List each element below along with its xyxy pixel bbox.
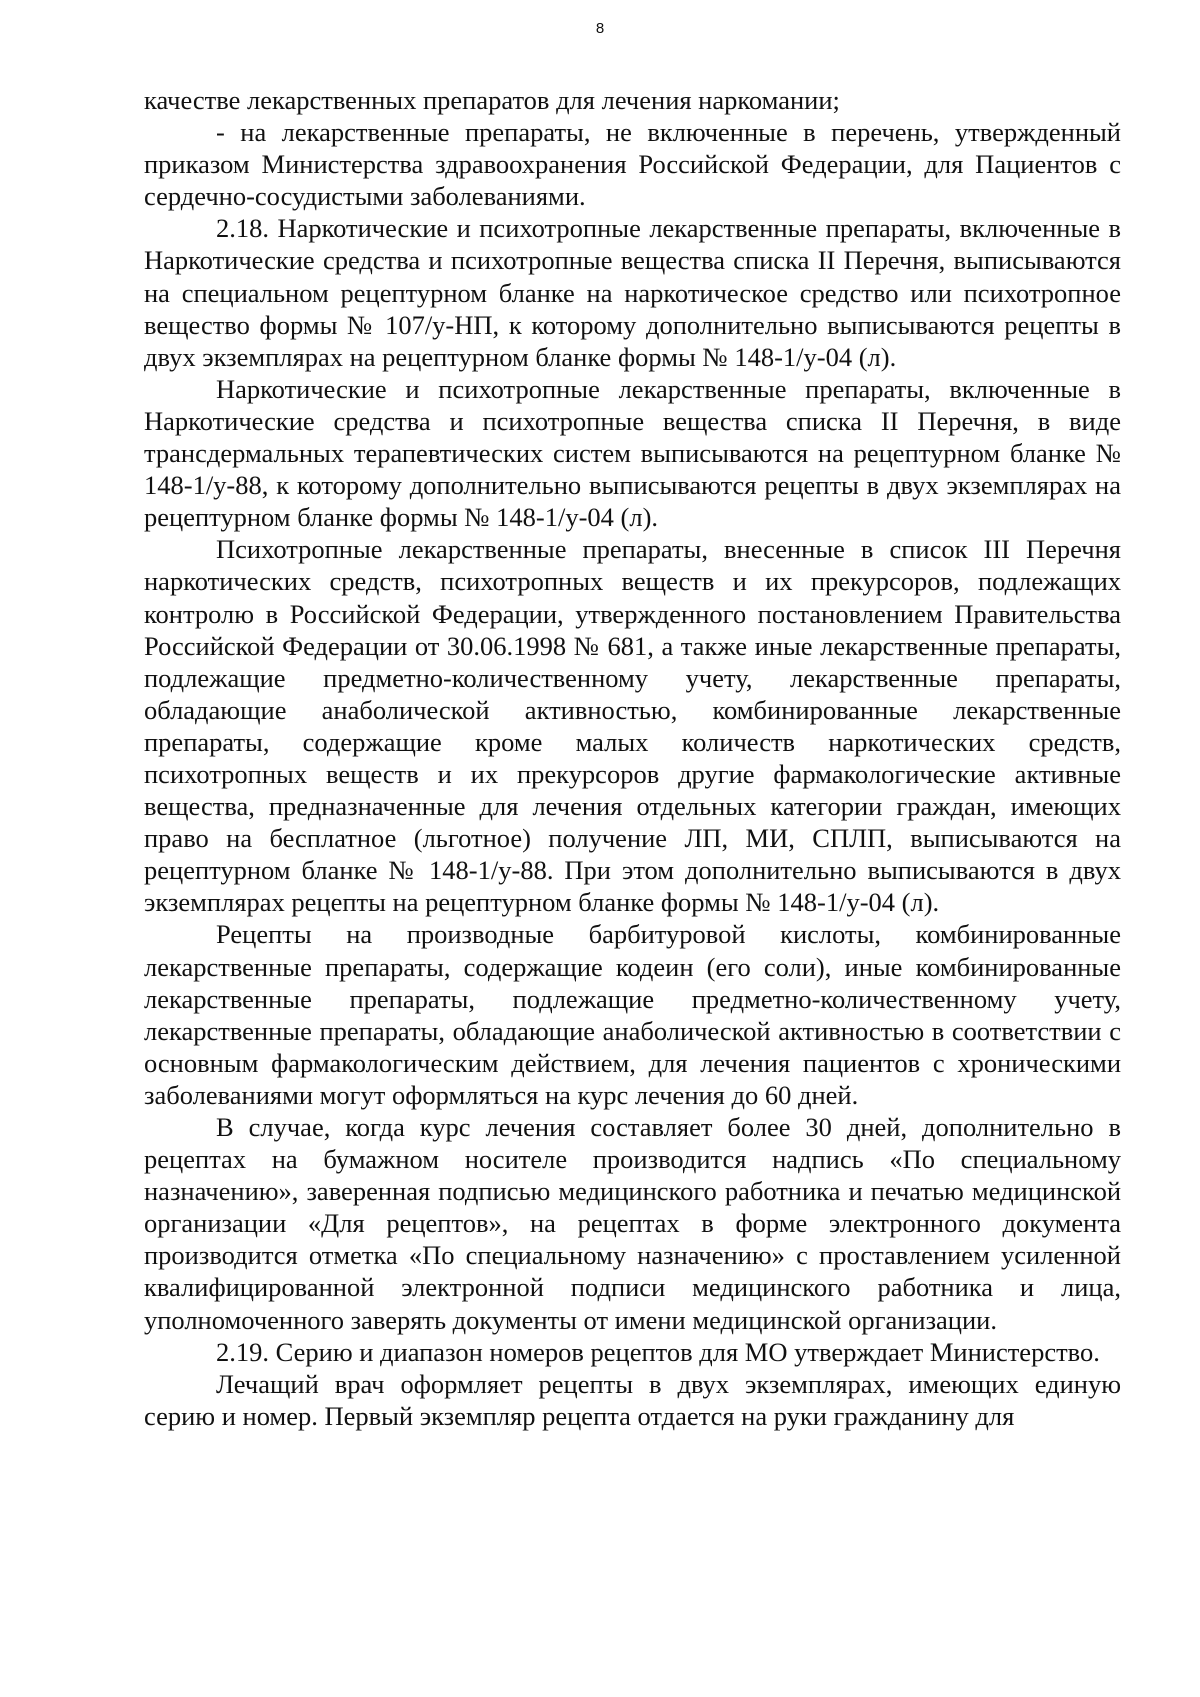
- paragraph-psychotropic-list-iii: Психотропные лекарственные препараты, внесенные в список III Перечня наркотических средств, психотропных веществ и их прекурсоров, подлежащих контролю в Российской Федерации, утвержденного постановлением Правительства Российской Федерации от 30.06.1998 № 681, а также иные лекарственные препараты, подлежащие предметно-количественному учету, лекарственные препараты, обладающие анаболической активностью, комбинированные лекарственные препараты, содержащие кроме малых количеств наркотических средств, психотропных веществ и их прекурсоров другие фармакологические активные вещества, предназначенные для лечения отдельных категории граждан, имеющих право на бесплатное (льготное) получение ЛП, МИ, СПЛП, выписываются на рецептурном бланке № 148-1/у-88. При этом дополнительно выписываются в двух экземплярах рецепты на рецептурном бланке формы № 148-1/у-04 (л).: [144, 534, 1121, 918]
- paragraph-transdermal: Наркотические и психотропные лекарственные препараты, включенные в Наркотические средства и психотропные вещества списка II Перечня, в виде трансдермальных терапевтических систем выписываются на рецептурном бланке № 148-1/у-88, к которому дополнительно выписываются рецепты в двух экземплярах на рецептурном бланке формы № 148-1/у-04 (л).: [144, 373, 1121, 533]
- paragraph-attending-physician: Лечащий врач оформляет рецепты в двух экземплярах, имеющих единую серию и номер. Первый экземпляр рецепта отдается на руки гражданину для: [144, 1368, 1121, 1431]
- paragraph-2-19: 2.19. Серию и диапазон номеров рецептов для МО утверждает Министерство.: [216, 1336, 1100, 1367]
- document-body: [144, 84, 1121, 1432]
- paragraph-2-18: 2.18. Наркотические и психотропные лекарственные препараты, включенные в Наркотические средства и психотропные вещества списка II Перечня, выписываются на специальном рецептурном бланке на наркотическое средство или психотропное вещество формы № 107/у-НП, к которому дополнительно выписываются рецепты в двух экземплярах на рецептурном бланке формы № 148-1/у-04 (л).: [144, 213, 1121, 372]
- paragraph-list-item: - на лекарственные препараты, не включенные в перечень, утвержденный приказом Министерства здравоохранения Российской Федерации, для Пациентов с сердечно-сосудистыми заболеваниями.: [144, 117, 1121, 212]
- paragraph-continuation: качестве лекарственных препаратов для лечения наркомании;: [144, 85, 840, 115]
- page-number: 8: [595, 20, 605, 37]
- paragraph-special-purpose: В случае, когда курс лечения составляет более 30 дней, дополнительно в рецептах на бумажном носителе производится надпись «По специальному назначению», заверенная подписью медицинского работника и печатью медицинской организации «Для рецептов», на рецептах в форме электронного документа производится отметка «По специальному назначению» с проставлением усиленной квалифицированной электронной подписи медицинского работника и лица, уполномоченного заверять документы от имени медицинской организации.: [144, 1112, 1121, 1335]
- paragraph-barbiturates: Рецепты на производные барбитуровой кислоты, комбинированные лекарственные препараты, содержащие кодеин (его соли), иные комбинированные лекарственные препараты, подлежащие предметно-количественному учету, лекарственные препараты, обладающие анаболической активностью в соответствии с основным фармакологическим действием, для лечения пациентов с хроническими заболеваниями могут оформляться на курс лечения до 60 дней.: [144, 919, 1121, 1110]
